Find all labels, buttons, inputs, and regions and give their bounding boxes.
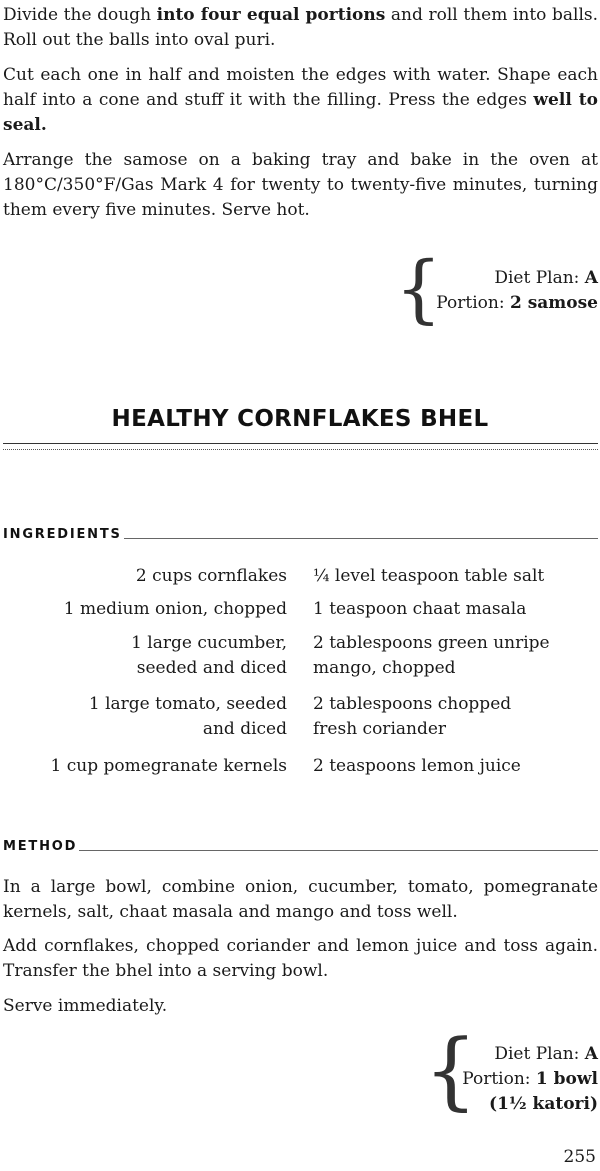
diet-plan-line: Diet Plan: A	[494, 268, 598, 288]
heading-rule	[79, 850, 598, 851]
diet-plan-lines	[436, 266, 598, 316]
intro-paragraph-3: Arrange the samose on a baking tray and bake in the oven at 180°C/350°F/Gas Mark 4 for twenty to twenty-five minutes, turning them every five minutes. Serve hot.	[3, 150, 598, 220]
ingredient-left: 1 medium onion, chopped	[63, 599, 287, 619]
title-rule	[3, 443, 598, 444]
title-rule-dotted	[3, 449, 598, 450]
intro-paragraph-1	[3, 3, 598, 53]
method-step-2: Add cornflakes, chopped coriander and lemon juice and toss again. Transfer the bhel into a serving bowl.	[3, 936, 598, 981]
portion-line: Portion: 1 bowl	[462, 1069, 598, 1089]
diet-plan-box-2	[424, 1021, 598, 1124]
diet-plan-lines	[462, 1042, 598, 1117]
page-number: 255	[563, 1147, 596, 1167]
recipe-title: HEALTHY CORNFLAKES BHEL	[111, 406, 489, 432]
brace-icon: {	[424, 1021, 478, 1119]
text-run: and roll them into balls. Roll out the balls into oval puri.	[3, 5, 599, 50]
ingredient-right: 2 teaspoons lemon juice	[313, 756, 521, 776]
ingredient-left: 2 cups cornflakes	[135, 566, 287, 586]
method-step-3: Serve immediately.	[3, 996, 168, 1016]
diet-plan-box-1	[395, 246, 598, 340]
text-run: Divide the dough	[3, 5, 157, 25]
ingredient-left: 1 large cucumber, seeded and diced	[131, 633, 287, 678]
brace-icon: {	[395, 246, 443, 332]
ingredient-right: 2 tablespoons chopped fresh coriander	[313, 694, 512, 739]
ingredient-right: 2 tablespoons green unripe mango, chopped	[313, 633, 550, 678]
diet-plan-line: Diet Plan: A	[494, 1044, 598, 1064]
portion-line-2: (1½ katori)	[489, 1094, 598, 1114]
text-run: Cut each one in half and moisten the edges with water. Shape each half into a cone and stuff it with the filling. Press the edges	[3, 65, 598, 110]
heading-rule	[124, 538, 598, 539]
text-run-bold: into four equal portions	[156, 5, 386, 25]
ingredients-heading	[3, 522, 598, 542]
portion-line: Portion: 2 samose	[436, 293, 598, 313]
ingredient-right: 1 teaspoon chaat masala	[313, 599, 527, 619]
ingredient-right: ¼ level teaspoon table salt	[313, 566, 545, 586]
intro-paragraph-2	[3, 63, 598, 138]
method-heading-label: METHOD	[3, 839, 78, 854]
ingredients-heading-label: INGREDIENTS	[3, 527, 122, 542]
ingredient-left: 1 cup pomegranate kernels	[50, 756, 287, 776]
method-heading	[3, 834, 598, 854]
method-step-1: In a large bowl, combine onion, cucumber, tomato, pomegranate kernels, salt, chaat masala and mango and toss well.	[3, 877, 598, 922]
ingredient-left: 1 large tomato, seeded and diced	[88, 694, 287, 739]
text-run-bold: well to seal.	[3, 90, 598, 135]
